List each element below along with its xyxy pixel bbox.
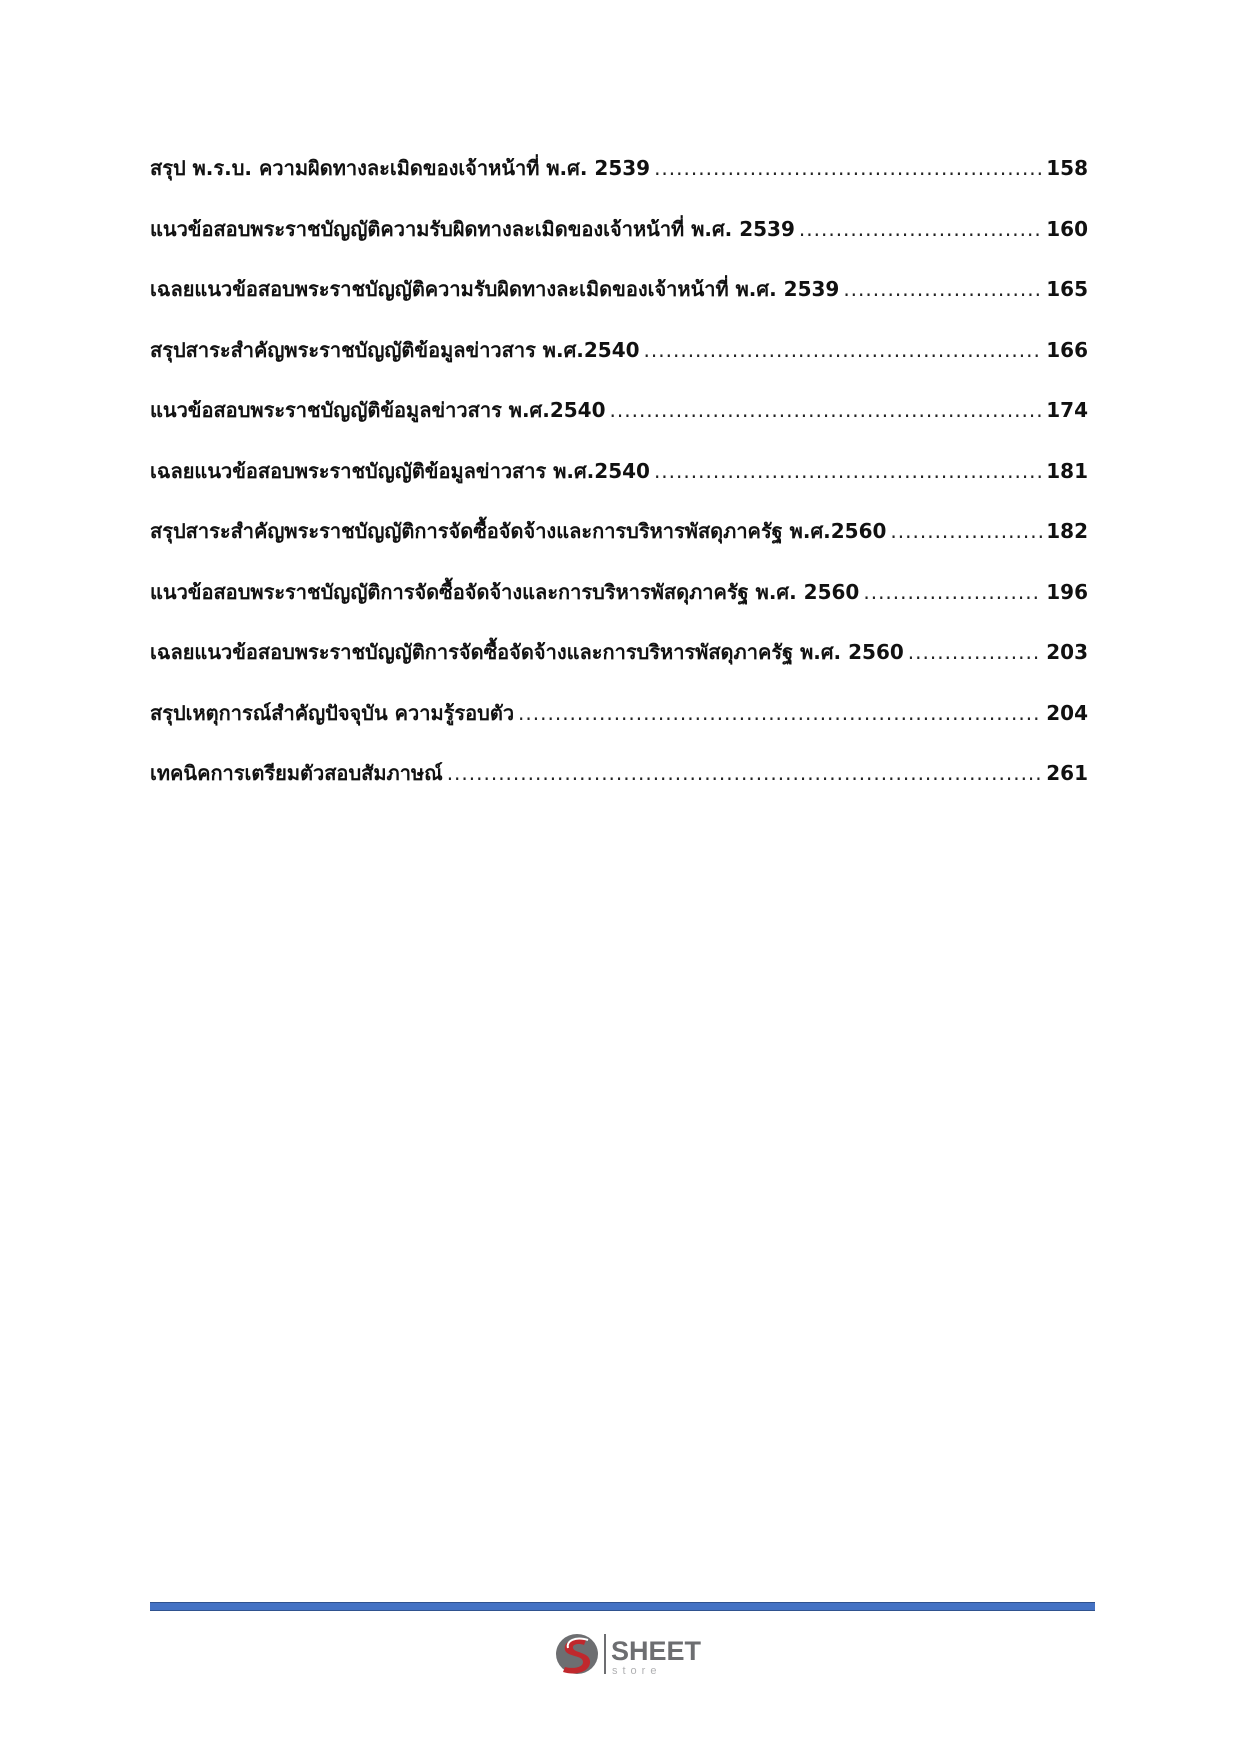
toc-entry-title: เทคนิคการเตรียมตัวสอบสัมภาษณ์ bbox=[150, 761, 443, 785]
toc-entry-title: เฉลยแนวข้อสอบพระราชบัญญัติข้อมูลข่าวสาร พ.ศ.2540 bbox=[150, 458, 650, 483]
toc-page-number: 203 bbox=[1046, 640, 1088, 664]
toc-page-number: 182 bbox=[1046, 519, 1088, 543]
logo-brand-text: SHEET bbox=[611, 1636, 702, 1666]
toc-entry[interactable] bbox=[150, 576, 1088, 637]
toc-entry[interactable] bbox=[150, 213, 1088, 274]
toc-dot-leader bbox=[654, 156, 1042, 180]
toc-entry-title: แนวข้อสอบพระราชบัญญัติความรับผิดทางละเมิดของเจ้าหน้าที่ พ.ศ. 2539 bbox=[150, 216, 795, 241]
toc-entry[interactable] bbox=[150, 334, 1088, 395]
toc-page-number: 261 bbox=[1046, 761, 1088, 785]
toc-page-number: 181 bbox=[1046, 458, 1088, 483]
toc-dot-leader bbox=[644, 338, 1043, 362]
toc-entry[interactable] bbox=[150, 697, 1088, 758]
toc-page-number: 165 bbox=[1046, 277, 1088, 301]
toc-page-number: 158 bbox=[1046, 156, 1088, 180]
toc-dot-leader bbox=[863, 580, 1042, 604]
sheet-store-logo bbox=[553, 1628, 723, 1682]
toc-entry[interactable] bbox=[150, 515, 1088, 576]
toc-entry[interactable] bbox=[150, 152, 1088, 213]
toc-dot-leader bbox=[654, 459, 1042, 483]
toc-dot-leader bbox=[518, 701, 1042, 725]
logo-separator bbox=[604, 1634, 606, 1674]
toc-dot-leader bbox=[610, 398, 1043, 422]
toc-dot-leader bbox=[799, 217, 1042, 241]
toc-entry[interactable] bbox=[150, 273, 1088, 334]
toc-entry-title: สรุปเหตุการณ์สำคัญปัจจุบัน ความรู้รอบตัว bbox=[150, 700, 515, 725]
sheet-store-s-logo-icon bbox=[556, 1634, 598, 1674]
toc-entry-title: สรุป พ.ร.บ. ความผิดทางละเมิดของเจ้าหน้าที่ พ.ศ. 2539 bbox=[150, 156, 651, 180]
toc-entry-title: สรุปสาระสำคัญพระราชบัญญัติการจัดซื้อจัดจ้างและการบริหารพัสดุภาครัฐ พ.ศ.2560 bbox=[150, 519, 887, 543]
toc-entry-title: เฉลยแนวข้อสอบพระราชบัญญัติความรับผิดทางละเมิดของเจ้าหน้าที่ พ.ศ. 2539 bbox=[150, 277, 840, 301]
table-of-contents bbox=[150, 152, 1088, 818]
logo-svg bbox=[553, 1628, 723, 1682]
toc-page-number: 196 bbox=[1046, 579, 1088, 604]
toc-page-number: 174 bbox=[1046, 398, 1088, 422]
logo-sub-text: store bbox=[612, 1665, 662, 1677]
toc-entry[interactable] bbox=[150, 636, 1088, 697]
toc-entry[interactable] bbox=[150, 455, 1088, 516]
toc-entry-title: แนวข้อสอบพระราชบัญญัติการจัดซื้อจัดจ้างและการบริหารพัสดุภาครัฐ พ.ศ. 2560 bbox=[150, 579, 860, 604]
toc-entry-title: สรุปสาระสำคัญพระราชบัญญัติข้อมูลข่าวสาร พ.ศ.2540 bbox=[150, 337, 640, 362]
toc-dot-leader bbox=[890, 519, 1042, 543]
toc-dot-leader bbox=[908, 640, 1042, 664]
toc-entry[interactable] bbox=[150, 757, 1088, 818]
toc-page-number: 204 bbox=[1046, 700, 1088, 725]
toc-entry[interactable] bbox=[150, 394, 1088, 455]
footer-divider bbox=[150, 1602, 1095, 1611]
toc-dot-leader bbox=[843, 277, 1042, 301]
toc-dot-leader bbox=[447, 761, 1043, 785]
toc-page-number: 166 bbox=[1046, 337, 1088, 362]
toc-entry-title: เฉลยแนวข้อสอบพระราชบัญญัติการจัดซื้อจัดจ้างและการบริหารพัสดุภาครัฐ พ.ศ. 2560 bbox=[150, 640, 904, 664]
toc-entry-title: แนวข้อสอบพระราชบัญญัติข้อมูลข่าวสาร พ.ศ.2540 bbox=[150, 398, 606, 422]
toc-page-number: 160 bbox=[1046, 216, 1088, 241]
